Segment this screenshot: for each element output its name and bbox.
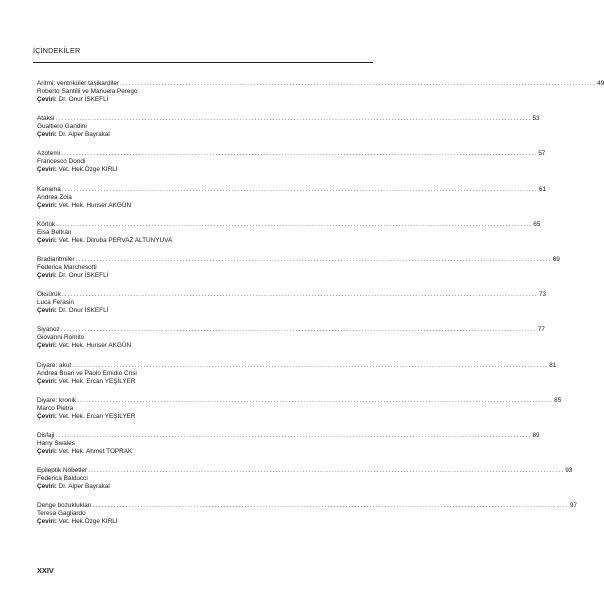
toc-entry-authors: Federica Balducci [37, 475, 88, 483]
toc-entry-translator-line [37, 237, 370, 245]
toc-entry-title[interactable]: Bradiaritmiler [37, 255, 75, 263]
translator-name: Vet. Hek. Ahmet TOPRAK [58, 447, 133, 455]
translator-name: Vet. Hek. Huriser AKGÜN [58, 342, 132, 350]
toc-entry-translator-line [37, 307, 370, 315]
toc-entry-authors: Marco Pietra [37, 404, 74, 412]
toc-entry-authors: Giovanni Romito [37, 334, 85, 342]
toc-entry-translator-line [37, 131, 370, 139]
translator-label: Çeviri: [37, 201, 57, 209]
toc-entry-page[interactable]: 73 [538, 291, 546, 299]
dot-leader: ................................................................................................................................................................ [72, 361, 549, 369]
toc-entry [37, 219, 541, 254]
toc-entry-title-line [37, 326, 545, 334]
toc-entry-translator-line [37, 166, 370, 174]
translator-label: Çeviri: [37, 377, 57, 385]
dot-leader: ................................................................................................................................................................ [60, 326, 537, 334]
toc-entry-page[interactable]: 77 [537, 326, 545, 334]
toc-entry-title[interactable]: Aritmi: ventriküler taşikardiler [37, 80, 120, 87]
dot-leader: ................................................................................................................................................................ [56, 220, 533, 228]
toc-entry-translator-line [37, 448, 370, 456]
dot-leader: ................................................................................................................................................................ [75, 255, 552, 263]
dot-leader: ................................................................................................................................................................ [77, 396, 554, 404]
toc-entry [37, 113, 540, 148]
toc-entry [37, 148, 546, 183]
toc-entry [37, 289, 546, 324]
toc-entry [37, 324, 545, 359]
toc-entry [37, 360, 557, 395]
dot-leader: ................................................................................................................................................................ [88, 467, 565, 475]
translator-name: Dr. Alper Bayrakal [58, 483, 110, 491]
toc-entry-authors: Teresa Gagliardo [37, 510, 86, 518]
toc-entry-title-line [37, 361, 557, 370]
toc-entry-page[interactable]: 97 [569, 502, 577, 510]
translator-label: Çeviri: [37, 96, 57, 103]
translator-name: Vet. Hek. Dilruba PERVAZ ALTUNYUVA [58, 236, 173, 244]
toc-entry-title-line [37, 80, 604, 88]
toc-entry-title[interactable]: Diyare: akut [37, 361, 72, 369]
toc-entry [37, 254, 560, 289]
header-rule [33, 62, 373, 63]
translator-name: Dr. Alper Bayrakal [58, 131, 110, 139]
toc-entry-translator-line [37, 518, 370, 526]
toc-entry-title-line [37, 150, 546, 158]
toc-entry-translator-line [37, 378, 370, 386]
toc-entry [37, 395, 562, 430]
toc-entry-translator-line [37, 202, 370, 210]
toc-entry-authors: Federica Marchesotti [37, 263, 97, 271]
toc-entry-authors: Andrea Zoia [37, 193, 72, 201]
translator-label: Çeviri: [37, 236, 57, 244]
page-header-title: İÇİNDEKİLER [33, 46, 81, 55]
toc-entry-page[interactable]: 81 [549, 361, 557, 369]
toc-entry-authors: Elsa Beltrán [37, 228, 72, 236]
translator-label: Çeviri: [37, 518, 57, 526]
toc-entry [37, 500, 577, 535]
toc-entry-title[interactable]: Denge bozuklukları [37, 502, 92, 510]
page-number-folio: XXIV [37, 566, 54, 575]
toc-entry [37, 430, 540, 465]
translator-name: Vet. Hek.Özge KIRLI [58, 166, 118, 174]
toc-entry-authors: Roberto Santilli ve Manuela Perego [37, 88, 138, 95]
translator-label: Çeviri: [37, 447, 57, 455]
toc-entry-translator-line [37, 342, 370, 350]
toc-entry-title-line [37, 291, 546, 299]
table-of-contents [37, 78, 604, 535]
toc-entry-page[interactable]: 61 [538, 185, 547, 193]
toc-entry-title-line [37, 396, 562, 405]
translator-name: Dr. Onur İSKEFLİ [58, 271, 109, 279]
dot-leader: ................................................................................................................................................................ [92, 502, 569, 510]
toc-entry [37, 465, 573, 500]
toc-entry-page[interactable]: 57 [538, 150, 546, 158]
toc-entry-page[interactable]: 65 [533, 220, 541, 228]
dot-leader: ................................................................................................................................................................ [120, 80, 597, 87]
toc-entry-title[interactable]: Ataksi [37, 115, 55, 123]
toc-entry-page[interactable]: 85 [554, 396, 562, 404]
toc-entry-page[interactable]: 49 [597, 80, 604, 87]
toc-entry-authors: Luca Ferasin [37, 299, 74, 307]
translator-name: Dr. Onur İSKEFLİ [58, 96, 109, 103]
toc-entry-title-line [37, 185, 547, 194]
toc-entry-translator-line [37, 483, 370, 491]
toc-entry-translator-line [37, 272, 370, 280]
translator-label: Çeviri: [37, 271, 57, 279]
dot-leader: ................................................................................................................................................................ [61, 291, 538, 299]
translator-name: Vet. Hek. Huriser AKGÜN [58, 201, 132, 209]
toc-entry-title-line [37, 255, 560, 264]
dot-leader: ................................................................................................................................................................ [55, 431, 532, 439]
toc-entry-authors: Andrea Boari ve Paolo Emidio Crisi [37, 369, 137, 377]
toc-entry-title-line [37, 220, 541, 229]
toc-entry-title-line [37, 467, 573, 475]
translator-name: Dr. Onur İSKEFLİ [58, 307, 109, 315]
dot-leader: ................................................................................................................................................................ [55, 115, 532, 123]
toc-entry-title[interactable]: Öksürük [37, 291, 61, 299]
translator-label: Çeviri: [37, 166, 57, 174]
toc-entry-page[interactable]: 89 [532, 431, 540, 439]
toc-entry-page[interactable]: 69 [552, 255, 560, 263]
dot-leader: ................................................................................................................................................................ [61, 185, 538, 193]
toc-entry-title[interactable]: Siyanoz [37, 326, 60, 334]
toc-entry-title[interactable]: Kanama [37, 185, 61, 193]
toc-entry-title-line [37, 502, 577, 510]
toc-entry-title[interactable]: Diyare: kronik [37, 396, 77, 404]
toc-entry-authors: Francesco Dondi [37, 158, 86, 166]
toc-entry [37, 184, 547, 219]
translator-label: Çeviri: [37, 307, 57, 315]
translator-name: Vet. Hek. Ercan YEŞİLYER [58, 412, 136, 420]
toc-entry-title[interactable]: Azotemi [37, 150, 61, 158]
dot-leader: ................................................................................................................................................................ [61, 150, 538, 158]
toc-entry-title[interactable]: Disfaji [37, 431, 55, 439]
translator-name: Vet. Hek. Ercan YEŞİLYER [58, 377, 136, 385]
translator-label: Çeviri: [37, 342, 57, 350]
toc-entry-authors: Harry Swales [37, 439, 75, 447]
toc-entry-translator-line [37, 96, 370, 104]
toc-entry-page[interactable]: 53 [532, 115, 540, 123]
toc-entry-title-line [37, 431, 540, 440]
toc-entry-translator-line [37, 413, 370, 421]
translator-label: Çeviri: [37, 131, 57, 139]
translator-label: Çeviri: [37, 412, 57, 420]
toc-entry-authors: Gualtiero Gandini [37, 123, 87, 131]
translator-name: Vet. Hek.Özge KIRLI [58, 518, 118, 526]
toc-entry-title[interactable]: Körlük [37, 220, 56, 228]
toc-entry-title-line [37, 115, 540, 123]
toc-entry-page[interactable]: 93 [565, 467, 573, 475]
toc-entry [37, 78, 604, 113]
translator-label: Çeviri: [37, 483, 57, 491]
toc-entry-title[interactable]: Epileptik Nöbetler [37, 467, 88, 475]
